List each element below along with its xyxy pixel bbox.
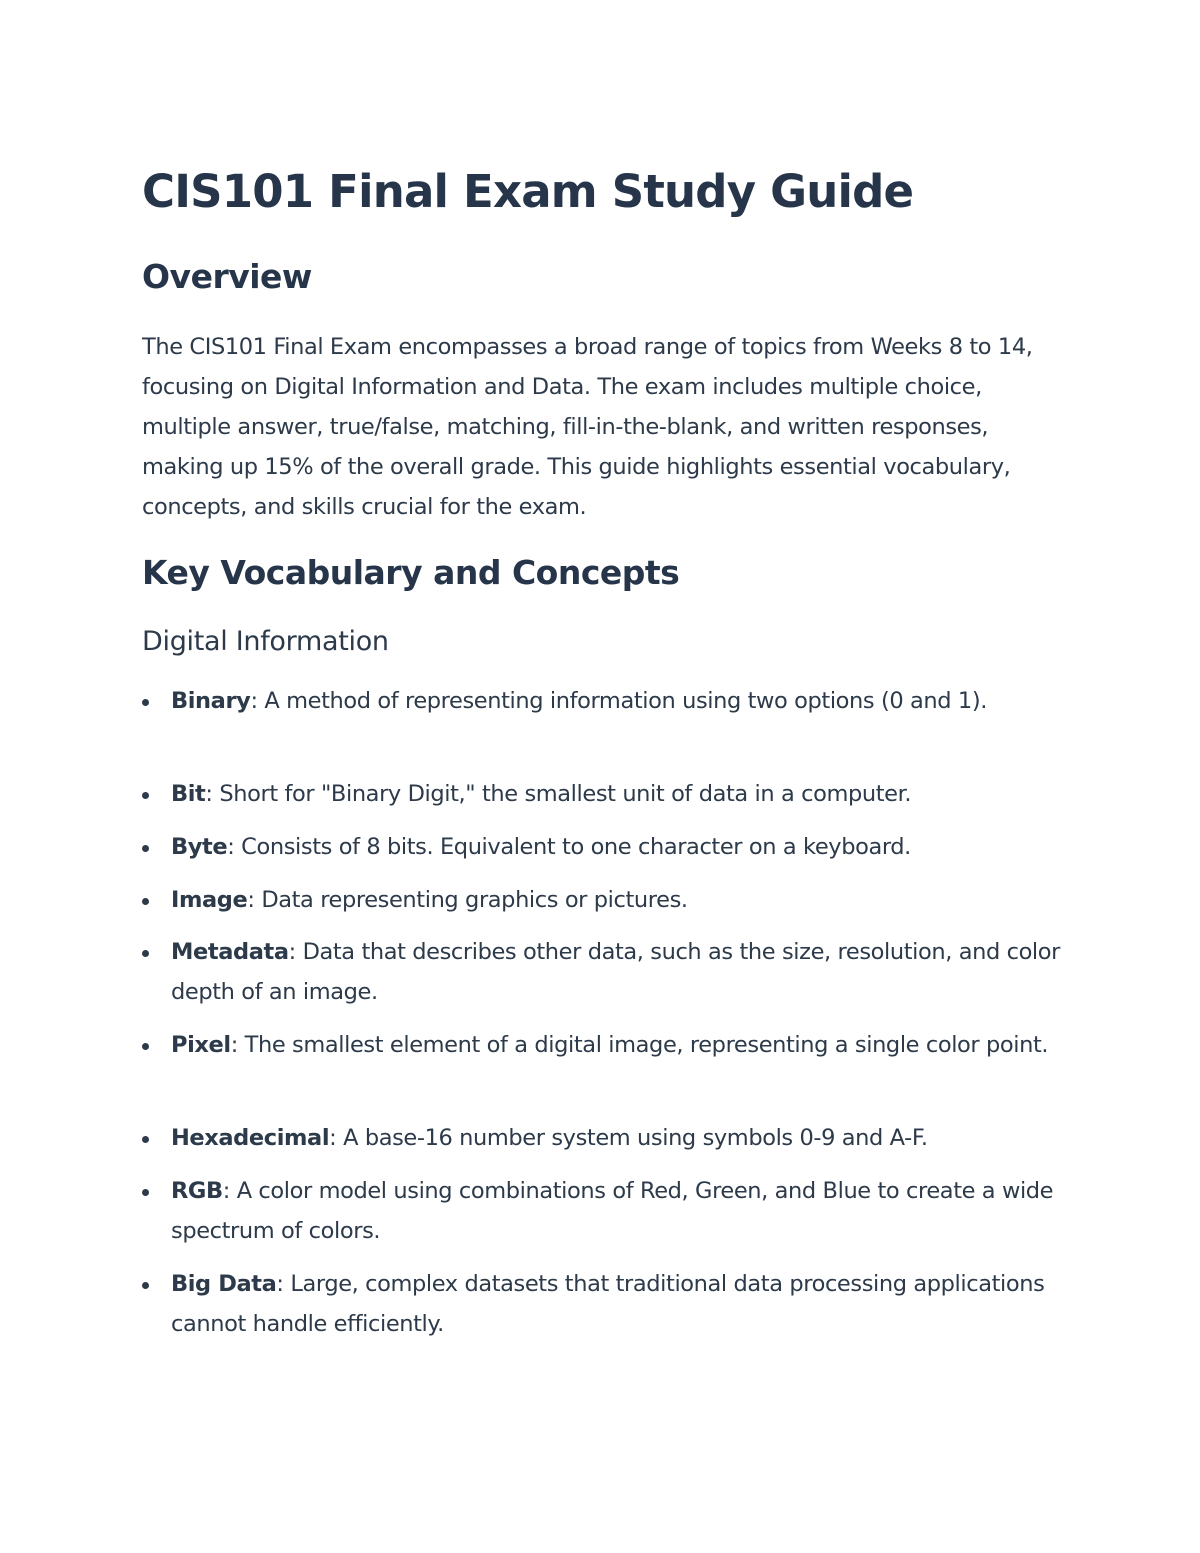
vocab-term-big-data [142, 1264, 1062, 1344]
vocab-term-metadata [142, 932, 1062, 1012]
bullet-icon [142, 950, 149, 957]
term-separator: : [230, 1032, 245, 1058]
term-separator: : [205, 781, 220, 807]
vocab-term-byte [142, 827, 1062, 867]
term-separator: : [276, 1271, 291, 1297]
term-name: Pixel [171, 1032, 231, 1058]
vocab-term-bit [142, 774, 1062, 814]
term-name: Image [171, 887, 248, 913]
term-description: Consists of 8 bits. Equivalent to one character on a keyboard. [241, 834, 911, 860]
vocab-term-rgb [142, 1171, 1062, 1251]
term-description: The smallest element of a digital image, representing a single color point. [244, 1032, 1049, 1058]
bullet-icon [142, 1043, 149, 1050]
term-separator: : [288, 939, 303, 965]
term-description: Data representing graphics or pictures. [261, 887, 688, 913]
bullet-icon [142, 1136, 149, 1143]
bullet-icon [142, 845, 149, 852]
bullet-icon [142, 1282, 149, 1289]
term-description: Short for "Binary Digit," the smallest unit of data in a computer. [219, 781, 912, 807]
term-name: Big Data [171, 1271, 277, 1297]
bullet-icon [142, 898, 149, 905]
term-description: A base-16 number system using symbols 0-9 and A-F. [343, 1125, 928, 1151]
term-separator: : [227, 834, 242, 860]
bullet-icon [142, 1189, 149, 1196]
term-name: RGB [171, 1178, 223, 1204]
term-separator: : [247, 887, 262, 913]
bullet-icon [142, 699, 149, 706]
vocab-term-pixel [142, 1025, 1062, 1065]
term-name: Metadata [171, 939, 289, 965]
digital-information-subheading: Digital Information [142, 626, 389, 657]
term-description: Data that describes other data, such as the size, resolution, and color depth of an image. [171, 939, 1061, 1005]
term-separator: : [250, 688, 265, 714]
vocab-term-binary [142, 681, 1062, 721]
overview-paragraph: The CIS101 Final Exam encompasses a broad range of topics from Weeks 8 to 14, focusing on Digital Information and Data. The exam includes multiple choice, multiple answer, true/false, matching, fill-in-the-blank, and written responses, making up 15% of the overall grade. This guide highlights essential vocabulary, concepts, and skills crucial for the exam. [142, 334, 1033, 520]
term-name: Bit [171, 781, 206, 807]
term-name: Binary [171, 688, 251, 714]
term-description: A color model using combinations of Red, Green, and Blue to create a wide spectrum of colors. [171, 1178, 1054, 1244]
document-title: CIS101 Final Exam Study Guide [142, 165, 914, 218]
bullet-icon [142, 792, 149, 799]
term-description: Large, complex datasets that traditional data processing applications cannot handle efficiently. [171, 1271, 1045, 1337]
term-name: Hexadecimal [171, 1125, 330, 1151]
vocab-term-image [142, 880, 1062, 920]
vocab-term-hexadecimal [142, 1118, 1062, 1158]
overview-heading: Overview [142, 257, 312, 296]
term-description: A method of representing information using two options (0 and 1). [264, 688, 987, 714]
term-separator: : [329, 1125, 344, 1151]
term-name: Byte [171, 834, 228, 860]
vocab-heading: Key Vocabulary and Concepts [142, 553, 680, 592]
term-separator: : [222, 1178, 237, 1204]
